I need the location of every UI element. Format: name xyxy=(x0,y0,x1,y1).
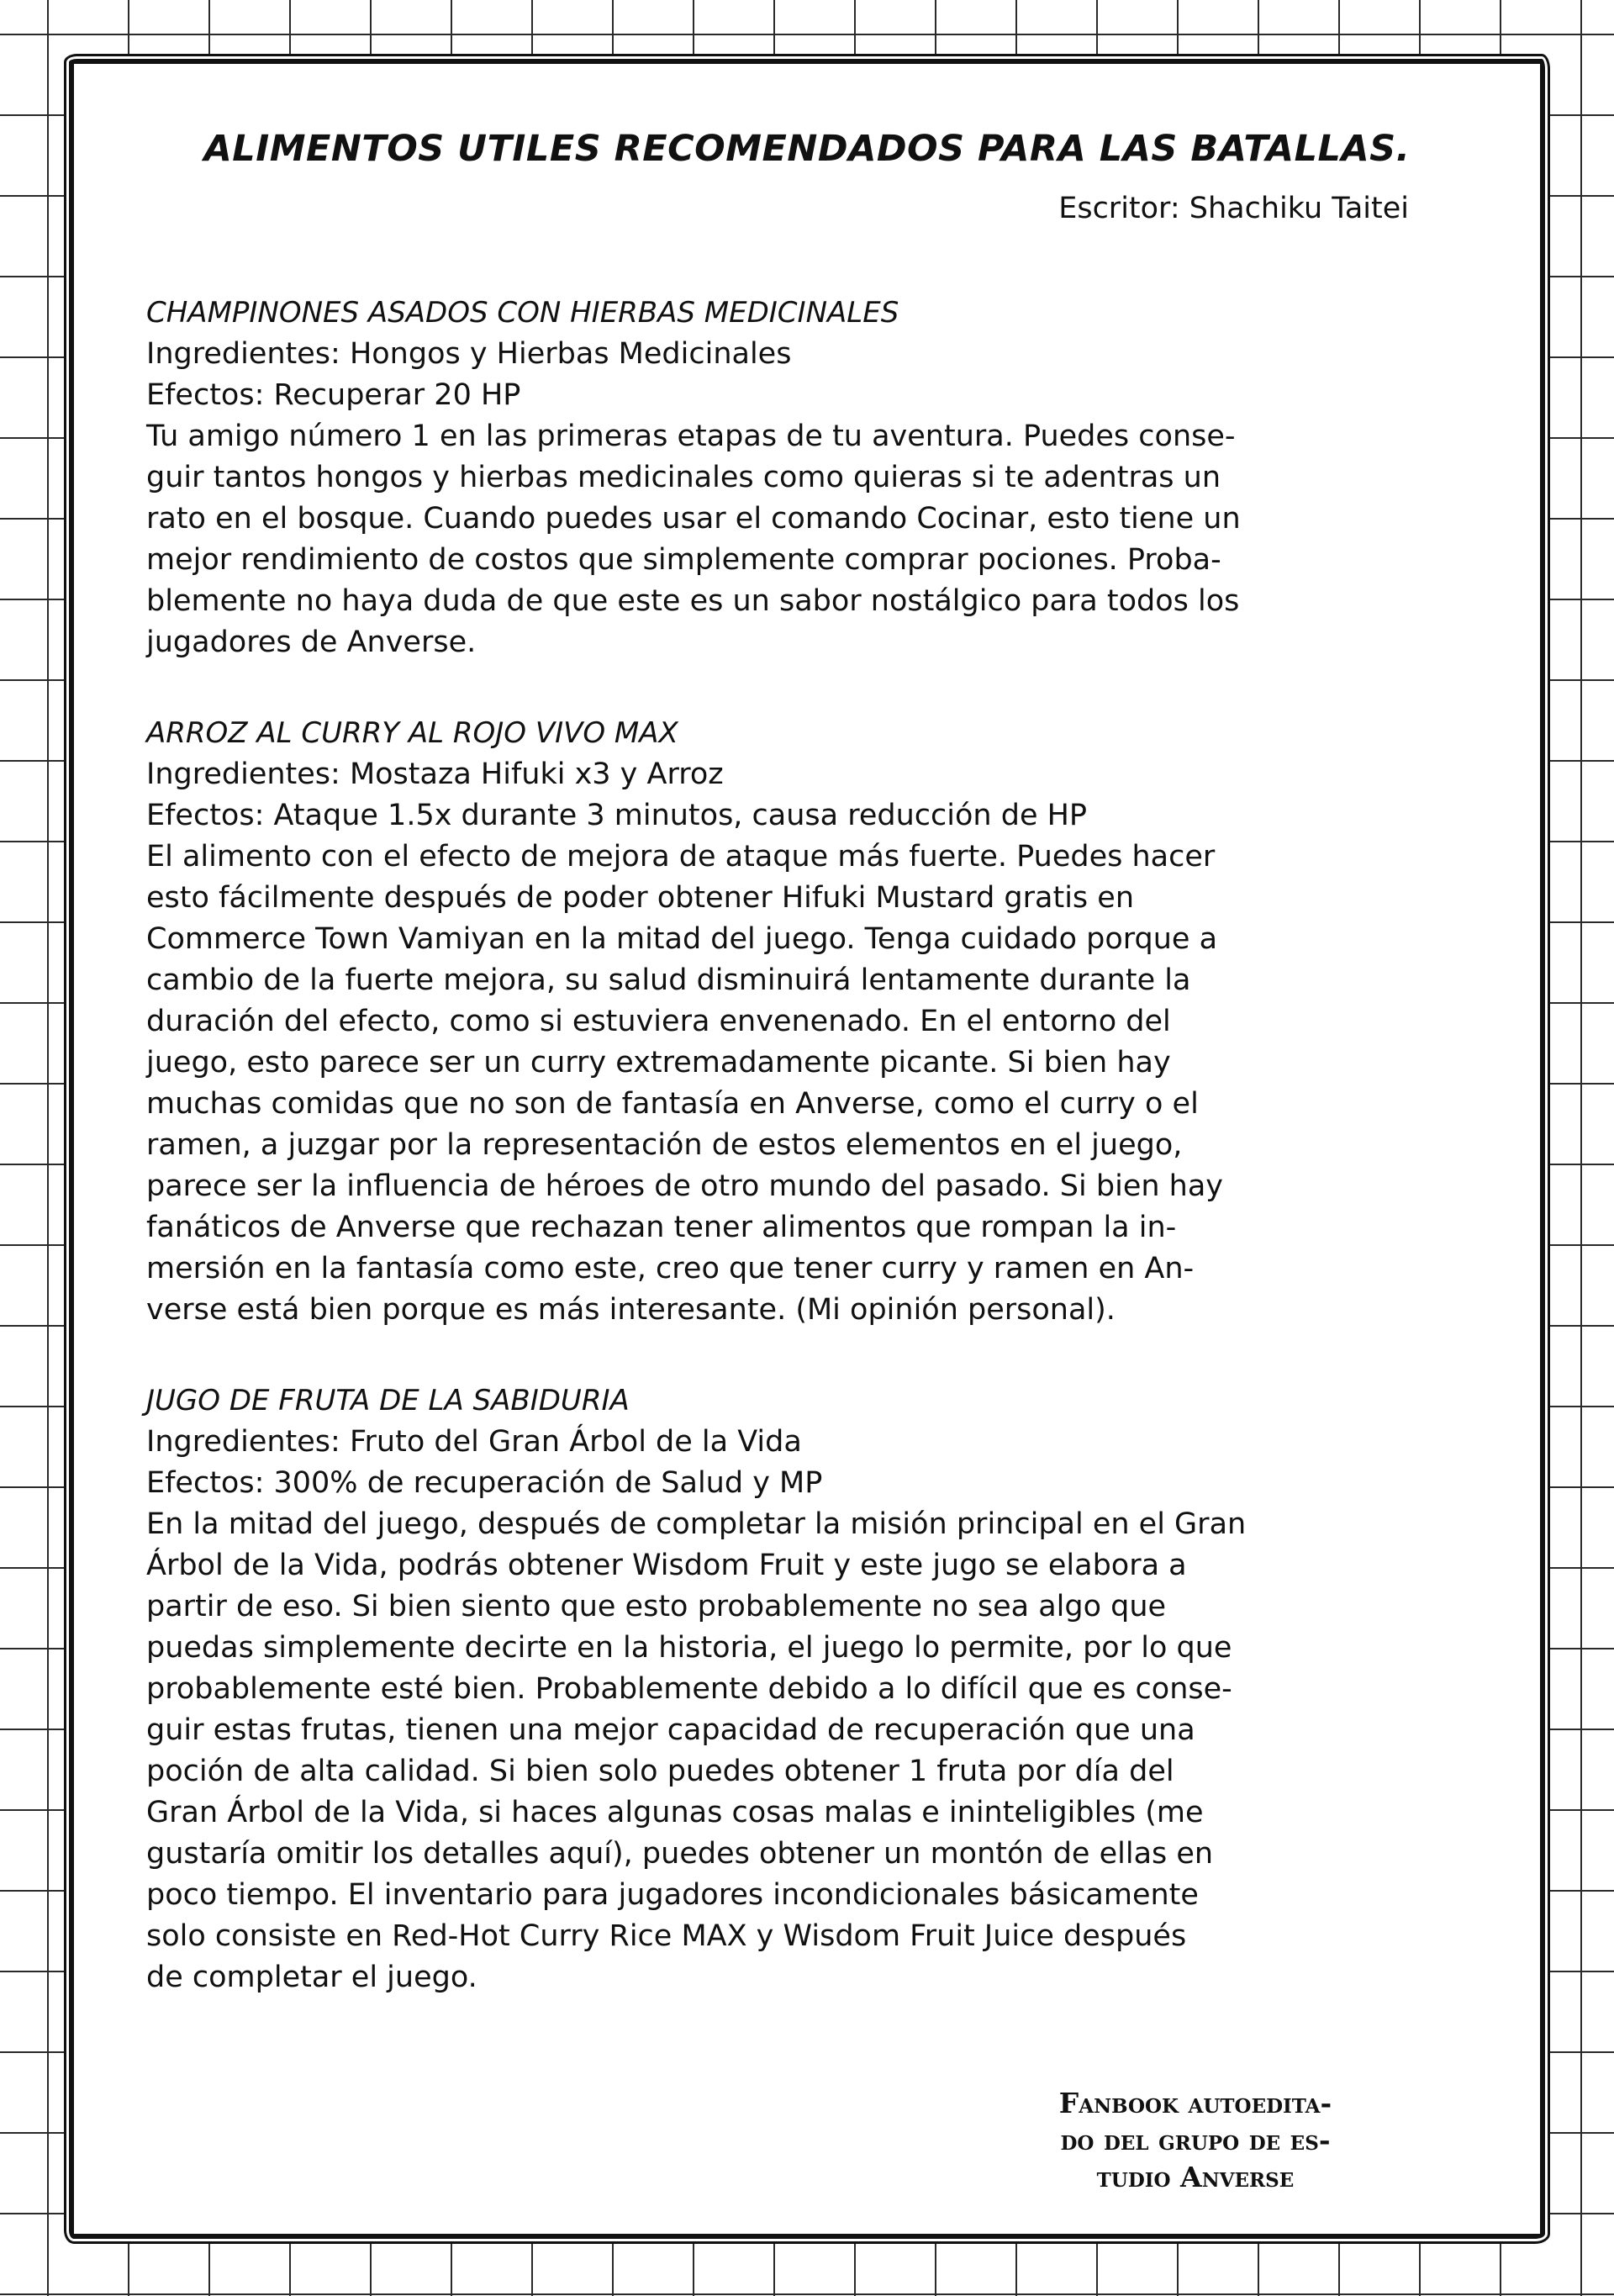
text-line: Efectos: Recuperar 20 HP xyxy=(146,378,521,412)
text-line: fanáticos de Anverse que rechazan tener alimentos que rompan la in- xyxy=(146,1211,1177,1244)
text-line: jugadores de Anverse. xyxy=(146,625,477,659)
text-line: gustaría omitir los detalles aquí), puedes obtener un montón de ellas en xyxy=(146,1837,1214,1871)
text-line: Efectos: 300% de recuperación de Salud y MP xyxy=(146,1466,823,1500)
text-line: esto fácilmente después de poder obtener Hifuki Mustard gratis en xyxy=(146,881,1134,915)
recipe-heading: CHAMPINONES ASADOS CON HIERBAS MEDICINALES xyxy=(146,296,899,330)
text-line: guir tantos hongos y hierbas medicinales como quieras si te adentras un xyxy=(146,461,1221,494)
text-line: El alimento con el efecto de mejora de ataque más fuerte. Puedes hacer xyxy=(146,840,1216,874)
text-line: poco tiempo. El inventario para jugadores incondicionales básicamente xyxy=(146,1878,1199,1912)
text-line: duración del efecto, como si estuviera envenenado. En el entorno del xyxy=(146,1005,1171,1038)
text-line: poción de alta calidad. Si bien solo puedes obtener 1 fruta por día del xyxy=(146,1755,1174,1788)
text-line: rato en el bosque. Cuando puedes usar el comando Cocinar, esto tiene un xyxy=(146,502,1241,536)
text-line: verse está bien porque es más interesante. (Mi opinión personal). xyxy=(146,1293,1116,1327)
recipe-section xyxy=(146,293,1340,663)
text-line: En la mitad del juego, después de completar la misión principal en el Gran xyxy=(146,1507,1247,1541)
text-line: cambio de la fuerte mejora, su salud disminuirá lentamente durante la xyxy=(146,963,1191,997)
text-line: ramen, a juzgar por la representación de estos elementos en el juego, xyxy=(146,1128,1183,1162)
credit-line: tudio Anverse xyxy=(1096,2161,1295,2193)
text-line: Ingredientes: Mostaza Hifuki x3 y Arroz xyxy=(146,757,724,791)
text-line: parece ser la influencia de héroes de otro mundo del pasado. Si bien hay xyxy=(146,1169,1224,1203)
text-line: mersión en la fantasía como este, creo que tener curry y ramen en An- xyxy=(146,1252,1195,1285)
text-line: mejor rendimiento de costos que simplemente comprar pociones. Proba- xyxy=(146,543,1221,577)
text-line: Efectos: Ataque 1.5x durante 3 minutos, causa reducción de HP xyxy=(146,799,1088,832)
page-frame xyxy=(69,59,1545,2239)
recipe-section xyxy=(146,1380,1340,1998)
text-line: probablemente esté bien. Probablemente debido a lo difícil que es conse- xyxy=(146,1672,1232,1706)
recipe-heading: JUGO DE FRUTA DE LA SABIDURIA xyxy=(146,1384,630,1417)
text-line: Ingredientes: Hongos y Hierbas Medicinales xyxy=(146,337,792,371)
text-line: Tu amigo número 1 en las primeras etapas de tu aventura. Puedes conse- xyxy=(146,420,1236,453)
text-line: blemente no haya duda de que este es un sabor nostálgico para todos los xyxy=(146,584,1240,618)
text-line: de completar el juego. xyxy=(146,1961,477,1994)
text-line: puedas simplemente decirte en la historia, el juego lo permite, por lo que xyxy=(146,1631,1232,1665)
text-line: juego, esto parece ser un curry extremadamente picante. Si bien hay xyxy=(146,1046,1171,1079)
text-line: muchas comidas que no son de fantasía en Anverse, como el curry o el xyxy=(146,1087,1199,1121)
credit-line: Fanbook autoedita- xyxy=(1058,2087,1332,2119)
text-line: solo consiste en Red-Hot Curry Rice MAX y Wisdom Fruit Juice después xyxy=(146,1919,1187,1953)
recipe-heading: ARROZ AL CURRY AL ROJO VIVO MAX xyxy=(146,716,678,750)
page-title: ALIMENTOS UTILES RECOMENDADOS PARA LAS BATALLAS. xyxy=(203,128,1411,170)
text-line: Ingredientes: Fruto del Gran Árbol de la Vida xyxy=(146,1425,802,1459)
text-line: partir de eso. Si bien siento que esto probablemente no sea algo que xyxy=(146,1590,1167,1623)
text-line: guir estas frutas, tienen una mejor capacidad de recuperación que una xyxy=(146,1713,1195,1747)
text-line: Gran Árbol de la Vida, si haces algunas cosas malas e ininteligibles (me xyxy=(146,1796,1204,1829)
recipe-section xyxy=(146,713,1340,1331)
text-line: Árbol de la Vida, podrás obtener Wisdom Fruit y este jugo se elabora a xyxy=(146,1549,1187,1582)
publisher-credit xyxy=(977,2085,1414,2196)
credit-line: do del grupo de es- xyxy=(1060,2124,1331,2156)
author-line: Escritor: Shachiku Taitei xyxy=(1058,192,1409,225)
text-line: Commerce Town Vamiyan en la mitad del juego. Tenga cuidado porque a xyxy=(146,922,1218,956)
